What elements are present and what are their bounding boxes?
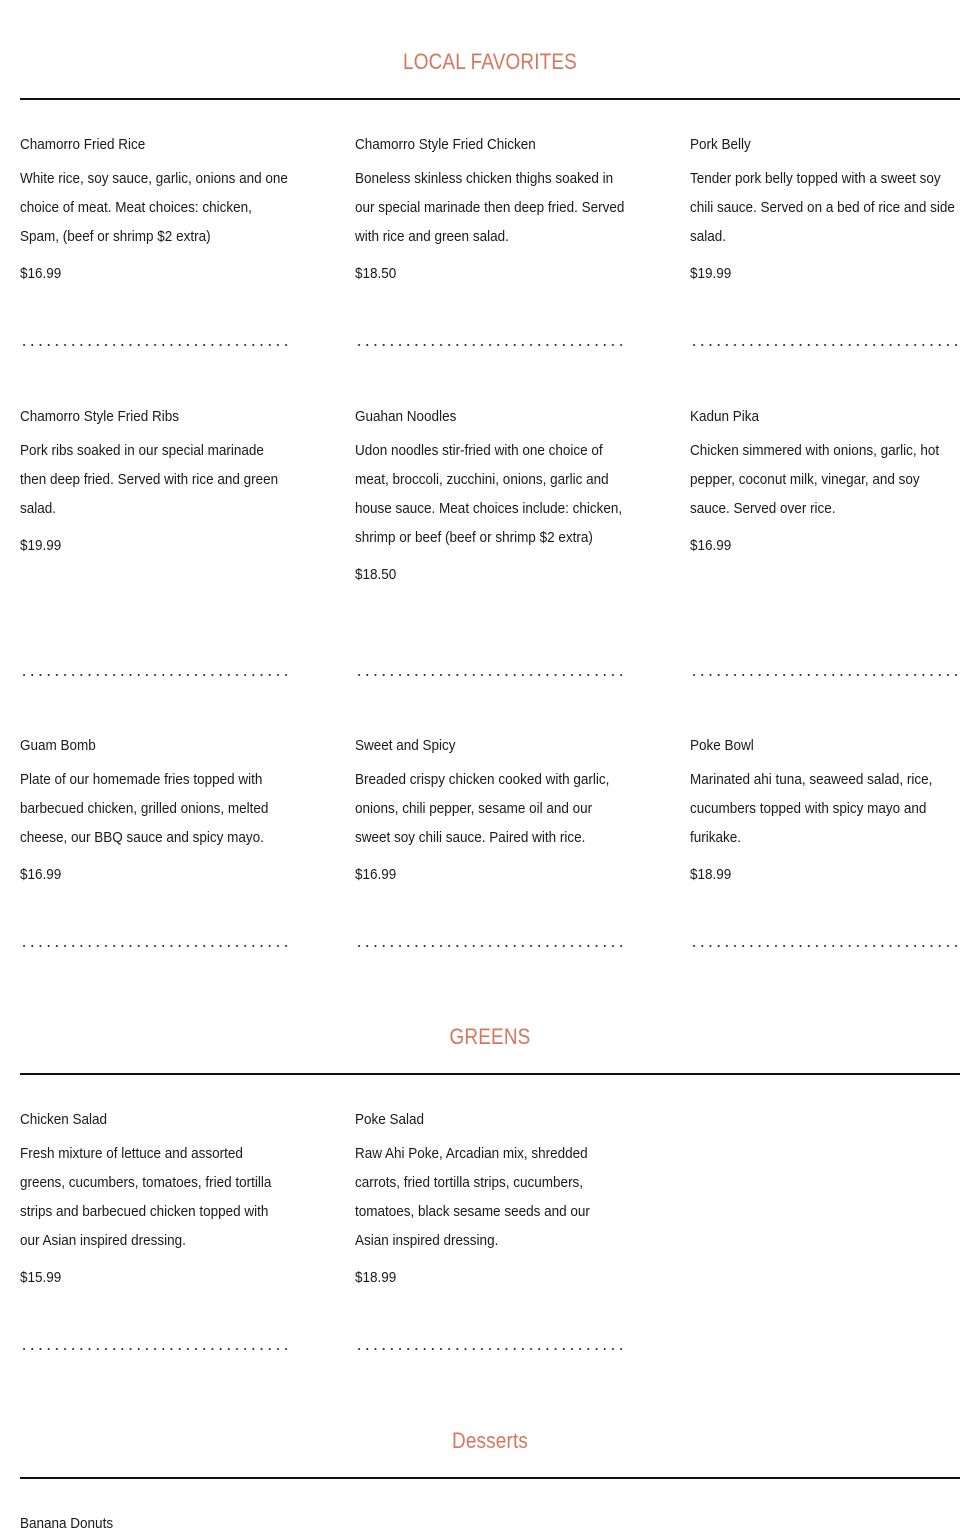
- item-description: Breaded crispy chicken cooked with garlic, onions, chili pepper, sesame oil and our sweet soy chili sauce. Paired with rice.: [355, 771, 610, 846]
- item-price: $19.99: [20, 537, 62, 554]
- item-name: Guahan Noodles: [355, 408, 457, 425]
- item-price: $18.50: [355, 265, 397, 282]
- item-description: Plate of our homemade fries topped with barbecued chicken, grilled onions, melted cheese, our BBQ sauce and spicy mayo.: [20, 771, 269, 846]
- item-description: Marinated ahi tuna, seaweed salad, rice, cucumbers topped with spicy mayo and furikake.: [690, 771, 933, 846]
- menu-item: [20, 407, 295, 556]
- dotted-separator: [20, 945, 290, 947]
- dotted-separator: [355, 674, 625, 676]
- item-description: Raw Ahi Poke, Arcadian mix, shredded carrots, fried tortilla strips, cucumbers, tomatoes, black sesame seeds and our Asian inspired dressing.: [355, 1145, 590, 1249]
- menu-item: [20, 736, 295, 885]
- item-name: Chamorro Style Fried Chicken: [355, 136, 536, 153]
- item-price: $16.99: [20, 866, 62, 883]
- item-description: Pork ribs soaked in our special marinade then deep fried. Served with rice and green salad.: [20, 442, 279, 517]
- item-name: Banana Donuts: [20, 1515, 114, 1532]
- menu-item: [20, 135, 295, 284]
- menu-item: [355, 1110, 630, 1288]
- section-title-local-favorites: LOCAL FAVORITES: [403, 49, 577, 74]
- dotted-separator: [355, 344, 625, 346]
- menu-item: [355, 736, 630, 885]
- item-price: $18.99: [690, 866, 732, 883]
- item-price: $18.99: [355, 1269, 397, 1286]
- menu-item: [690, 407, 965, 556]
- item-name: Chamorro Style Fried Ribs: [20, 408, 180, 425]
- item-price: $16.99: [690, 537, 732, 554]
- item-name: Sweet and Spicy: [355, 737, 456, 754]
- menu-item: [20, 1514, 295, 1534]
- menu-item: [355, 407, 630, 585]
- item-name: Pork Belly: [690, 136, 751, 153]
- dotted-separator: [355, 1348, 625, 1350]
- item-description: Fresh mixture of lettuce and assorted greens, cucumbers, tomatoes, fried tortilla strips and barbecued chicken topped with our Asian inspired dressing.: [20, 1145, 272, 1249]
- item-name: Chicken Salad: [20, 1111, 108, 1128]
- item-description: Chicken simmered with onions, garlic, hot pepper, coconut milk, vinegar, and soy sauce. Served over rice.: [690, 442, 940, 517]
- section-divider: [20, 1073, 960, 1075]
- dotted-separator: [20, 1348, 290, 1350]
- item-price: $18.50: [355, 566, 397, 583]
- item-price: $19.99: [690, 265, 732, 282]
- menu-item: [690, 736, 965, 885]
- item-price: $16.99: [355, 866, 397, 883]
- item-price: $15.99: [20, 1269, 62, 1286]
- item-name: Poke Salad: [355, 1111, 425, 1128]
- section-divider: [20, 98, 960, 100]
- item-description: Tender pork belly topped with a sweet soy chili sauce. Served on a bed of rice and side salad.: [690, 170, 955, 245]
- item-description: White rice, soy sauce, garlic, onions and one choice of meat. Meat choices: chicken, Spam, (beef or shrimp $2 extra): [20, 170, 288, 245]
- section-title-desserts: Desserts: [451, 1428, 529, 1453]
- menu-item: [690, 135, 965, 284]
- item-name: Chamorro Fried Rice: [20, 136, 146, 153]
- section-title-greens: GREENS: [449, 1024, 531, 1049]
- menu-item: [20, 1110, 295, 1288]
- item-name: Guam Bomb: [20, 737, 96, 754]
- dotted-separator: [690, 674, 960, 676]
- dotted-separator: [20, 674, 290, 676]
- dotted-separator: [20, 344, 290, 346]
- section-divider: [20, 1477, 960, 1479]
- item-price: $16.99: [20, 265, 62, 282]
- item-description: Boneless skinless chicken thighs soaked in our special marinade then deep fried. Served with rice and green salad.: [355, 170, 625, 245]
- dotted-separator: [690, 344, 960, 346]
- menu-item: [355, 135, 630, 284]
- item-name: Kadun Pika: [690, 408, 760, 425]
- dotted-separator: [355, 945, 625, 947]
- item-name: Poke Bowl: [690, 737, 754, 754]
- item-description: Udon noodles stir-fried with one choice of meat, broccoli, zucchini, onions, garlic and house sauce. Meat choices include: chicken, shrimp or beef (beef or shrimp $2 extra): [355, 442, 623, 546]
- dotted-separator: [690, 945, 960, 947]
